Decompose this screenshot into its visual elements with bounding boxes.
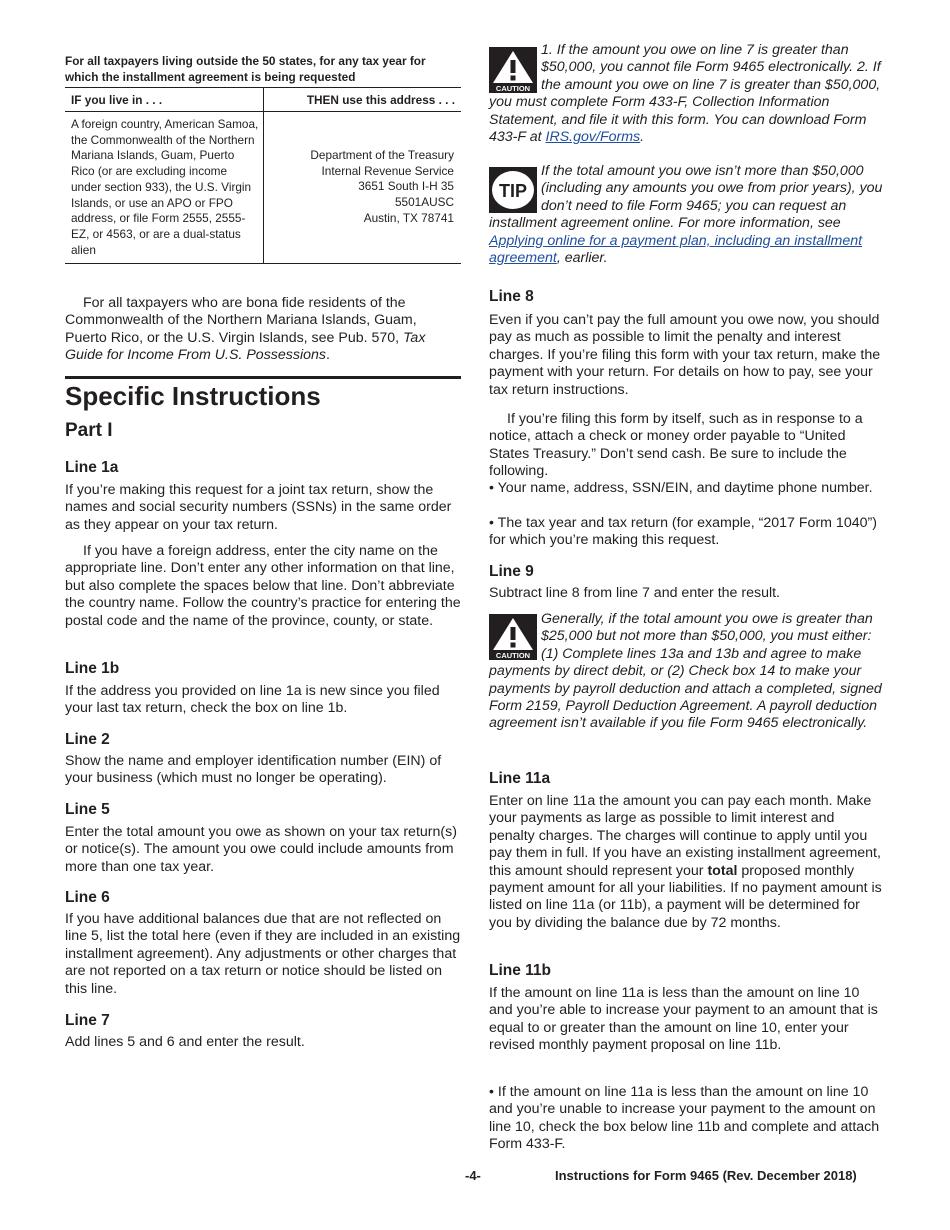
part-title: Part I — [65, 420, 113, 441]
line-2-paragraph: Show the name and employer identification number (EIN) of your business (which must no longer be operating). — [65, 753, 442, 787]
residents-paragraph: For all taxpayers who are bona fide residents of the Commonwealth of the Northern Mariana Islands, Guam, Puerto Rico, or the U.S. Virgin Islands, see Pub. 570, Tax Guide for Income From U.S. Possessions. — [65, 295, 426, 364]
line-8-bullet-2: • The tax year and tax return (for example, “2017 Form 1040”) for which you’re making this request. — [489, 515, 877, 549]
irs-forms-link[interactable]: IRS.gov/Forms — [545, 129, 641, 146]
table-header-if: IF you live in . . . — [71, 93, 163, 107]
table-if-cell: A foreign country, American Samoa, the Commonwealth of the Northern Mariana Islands, Guam, Puerto Rico (or are excluding income under section 933), the U.S. Virgin Islands, or use an APO or FPO address, or file Form 2555, 2555-EZ, or 4563, or are a dual-status alien — [71, 117, 259, 257]
line-8-bullet-1: • Your name, address, SSN/EIN, and daytime phone number. — [489, 480, 873, 496]
svg-text:CAUTION: CAUTION — [495, 651, 531, 660]
line-8-paragraph-2: If you’re filing this form by itself, such as in response to a notice, attach a check or money order payable to “United States Treasury.” Don’t send cash. Be sure to include the following. — [489, 411, 863, 480]
line-9-heading: Line 9 — [489, 563, 534, 580]
line-11a-paragraph: Enter on line 11a the amount you can pay each month. Make your payments as large as possible to limit interest and penalty charges. The charges will continue to apply until you pay them in full. If you have an existing installment agreement, this amount should represent your total proposed monthly payment amount for all your liabilities. If no payment amount is listed on line 11a (or 11b), a payment will be determined for you by dividing the balance due by 72 months. — [489, 793, 882, 931]
page-number: -4- — [465, 1168, 481, 1183]
caution-float — [489, 611, 541, 661]
svg-text:CAUTION: CAUTION — [495, 84, 531, 93]
table-address-cell — [269, 148, 454, 227]
line-6-paragraph: If you have additional balances due that are not reflected on line 5, list the total here (even if they are included in an existing installment agreement). Any adjustments or other charges that are not reported on a tax return or notice should be listed on this line. — [65, 911, 461, 997]
tip-float — [489, 163, 541, 213]
table-divider — [263, 88, 264, 263]
line-6-heading: Line 6 — [65, 889, 110, 906]
section-title: Specific Instructions — [65, 381, 321, 411]
caution-text-1: 1. If the amount you owe on line 7 is greater than $50,000, you cannot file Form 9465 electronically. 2. If the amount you owe on line 7 is greater than $50,000, you must complete Form 433-F, Collection Information Statement, and file it with this form. You can download Form 433-F at IRS.gov/Forms. — [489, 42, 881, 146]
line-5-heading: Line 5 — [65, 801, 110, 818]
caution-text-2: Generally, if the total amount you owe is greater than $25,000 but not more than $50,000, you must either: (1) Complete lines 13a and 13b and agree to make payments by direct debit, or (2) Check box 14 to make your payments by payroll deduction and attach a completed, signed Form 2159, Payroll Deduction Agreement. A payroll deduction agreement isn’t available if you file Form 9465 electronically. — [489, 611, 882, 732]
table-title: For all taxpayers living outside the 50 states, for any tax year for which the installment agreement is being requested — [65, 54, 426, 84]
caution-note-2 — [489, 611, 883, 733]
tip-text: If the total amount you owe isn’t more than $50,000 (including any amounts you owe from prior years), you don’t need to file Form 9465; you can request an installment agreement online. For more information, see Applying online for a payment plan, including an installment agreement, earlier. — [489, 163, 883, 267]
line-11a-heading: Line 11a — [489, 770, 551, 787]
svg-text:TIP: TIP — [498, 181, 528, 201]
address-line: Internal Revenue Service — [321, 163, 454, 178]
line-11b-bullet: • If the amount on line 11a is less than the amount on line 10 and you’re unable to increase your payment to the amount on line 10, check the box below line 11b and complete and attach Form 433-F. — [489, 1084, 880, 1153]
address-line: Austin, TX 78741 — [363, 210, 454, 225]
line-2-heading: Line 2 — [65, 731, 110, 748]
line-7-paragraph: Add lines 5 and 6 and enter the result. — [65, 1034, 305, 1050]
line-11b-paragraph: If the amount on line 11a is less than the amount on line 10 and you’re able to increase your payment to an amount that is equal to or greater than the amount on line 10, enter your revised monthly payment proposal on line 11b. — [489, 985, 878, 1054]
address-line: 5501AUSC — [394, 195, 454, 210]
table-bottom-rule — [65, 263, 461, 264]
line-11b-heading: Line 11b — [489, 962, 552, 979]
line-1a-heading: Line 1a — [65, 459, 119, 476]
line-1a-paragraph-2: If you have a foreign address, enter the city name on the appropriate line. Don’t enter any other information on that line, but also complete the spaces below that line. Don’t abbreviate the country name. Follow the country’s practice for entering the postal code and the name of the province, county, or state. — [65, 543, 461, 629]
caution-float — [489, 42, 541, 92]
footer-title: Instructions for Form 9465 (Rev. December 2018) — [555, 1168, 857, 1183]
line-1b-heading: Line 1b — [65, 660, 120, 677]
line-5-paragraph: Enter the total amount you owe as shown on your tax return(s) or notice(s). The amount you owe could include amounts from more than one tax year. — [65, 824, 457, 875]
tip-note — [489, 163, 883, 267]
line-1a-paragraph: If you’re making this request for a joint tax return, show the names and social security numbers (SSNs) in the same order as they appear on your tax return. — [65, 482, 452, 533]
line-1b-paragraph: If the address you provided on line 1a is new since you filed your last tax return, check the box on line 1b. — [65, 683, 440, 717]
line-8-heading: Line 8 — [489, 288, 534, 305]
section-rule — [65, 376, 461, 379]
table-header-then: THEN use this address . . . — [306, 93, 455, 107]
applying-online-link[interactable]: Applying online for a payment plan, including an installment agreement — [489, 232, 863, 267]
address-line: 3651 South I-H 35 — [358, 179, 454, 194]
address-line: Department of the Treasury — [310, 148, 454, 162]
line-8-paragraph: Even if you can’t pay the full amount you owe now, you should pay as much as possible to limit the penalty and interest charges. If you’re filing this form with your tax return, make the payment with your return. For details on how to pay, see your tax return instructions. — [489, 312, 881, 398]
line-9-paragraph: Subtract line 8 from line 7 and enter the result. — [489, 585, 781, 601]
line-7-heading: Line 7 — [65, 1012, 110, 1029]
caution-note-1 — [489, 42, 883, 146]
